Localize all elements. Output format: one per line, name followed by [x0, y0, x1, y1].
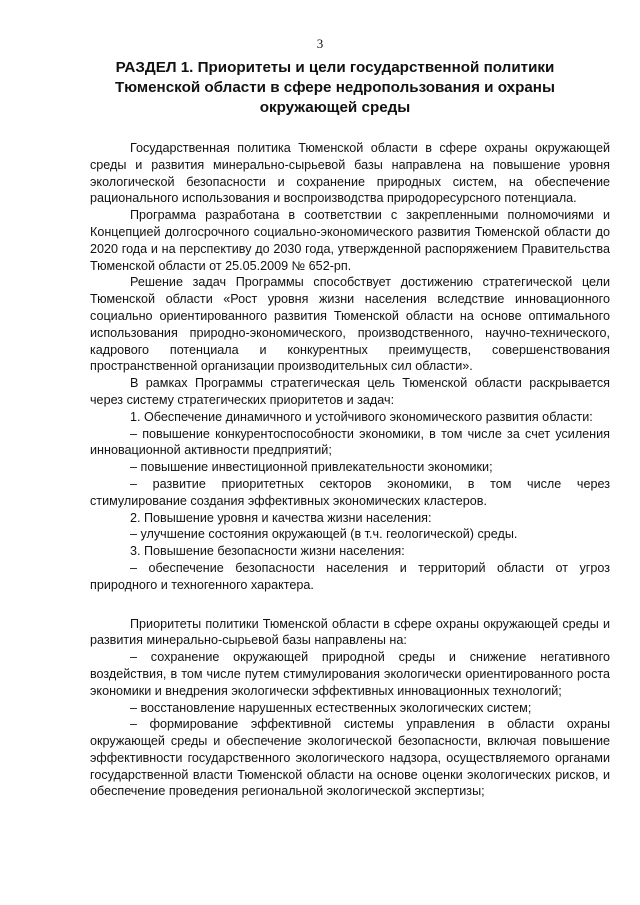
document-body	[90, 140, 610, 800]
list-item-dash: – восстановление нарушенных естественных экологических систем;	[130, 700, 532, 715]
list-item-priority-2: 2. Повышение уровня и качества жизни населения:	[130, 510, 432, 525]
section-gap	[90, 594, 610, 616]
page-number: 3	[316, 36, 324, 51]
list-item-dash: – повышение конкурентоспособности экономики, в том числе за счет усиления инновационной активности предприятий;	[90, 426, 610, 458]
list-item-dash: – развитие приоритетных секторов экономики, в том числе через стимулирование создания эффективных экономических кластеров.	[90, 476, 610, 508]
list-item-priority-1: 1. Обеспечение динамичного и устойчивого экономического развития области:	[130, 409, 593, 424]
paragraph-program-basis: Программа разработана в соответствии с закрепленными полномочиями и Концепцией долгосрочного социально-экономического развития Тюменской области до 2020 года и на перспективу до 2030 года, утвержденной распоряжением Правительства Тюменской области от 25.05.2009 № 652-рп.	[90, 208, 610, 273]
list-item-priority-3: 3. Повышение безопасности жизни населения:	[130, 544, 405, 559]
paragraph-strategic-goal: Решение задач Программы способствует достижению стратегической цели Тюменской области «Рост уровня жизни населения вследствие инновационного социально ориентированного развития Тюменской области на основе оптимального использования природно-экономического, производственного, научно-технического, кадрового потенциала и конкурентных преимуществ, совершенствования пространственной организации производительных сил области».	[90, 275, 610, 374]
list-item-dash: – обеспечение безопасности населения и территорий области от угроз природного и техногенного характера.	[90, 560, 610, 592]
paragraph-intro: Государственная политика Тюменской области в сфере охраны окружающей среды и развития минерально-сырьевой базы направлена на повышение уровня экологической безопасности и сохранение природных систем, на обеспечение рационального использования и воспроизводства природоресурсного потенциала.	[90, 141, 610, 206]
list-item-dash: – улучшение состояния окружающей (в т.ч. геологической) среды.	[130, 527, 518, 542]
list-item-dash: – повышение инвестиционной привлекательности экономики;	[130, 460, 493, 475]
list-item-dash: – формирование эффективной системы управления в области охраны окружающей среды и обеспечение экологической безопасности, включая повышение эффективности государственного экологического надзора, осуществляемого органами государственной власти Тюменской области на основе оценки экологических рисков, и обеспечение проведения региональной экологической экспертизы;	[90, 717, 610, 799]
paragraph-policy-priorities: Приоритеты политики Тюменской области в сфере охраны окружающей среды и развития минерально-сырьевой базы направлены на:	[90, 616, 610, 648]
list-item-dash: – сохранение окружающей природной среды и снижение негативного воздействия, в том числе путем стимулирования экологически ориентированного роста экономики и внедрения экологически эффективных инновационных технологий;	[90, 650, 610, 698]
paragraph-priorities-intro: В рамках Программы стратегическая цель Тюменской области раскрывается через систему стратегических приоритетов и задач:	[90, 376, 610, 407]
section-title: РАЗДЕЛ 1. Приоритеты и цели государственной политики Тюменской области в сфере недропользования и охраны окружающей среды	[115, 59, 555, 116]
